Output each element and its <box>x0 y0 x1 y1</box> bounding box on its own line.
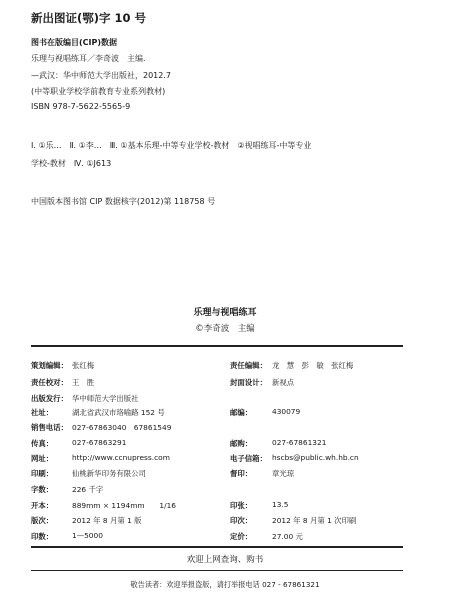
cip-isbn: ISBN 978-7-5622-5565-9 <box>31 102 131 111</box>
cip-line-title: 乐理与视唱练耳／李奇波 主编. <box>31 54 146 63</box>
license-number: 新出图证(鄂)字 10 号 <box>31 11 147 25</box>
info-left-value: 王 胜 <box>72 378 95 387</box>
cip-heading: 图书在版编目(CIP)数据 <box>31 38 118 47</box>
info-left-label: 传真： <box>31 439 54 448</box>
info-left-value: 1—5000 <box>72 531 103 540</box>
info-right-value: 13.5 <box>272 500 289 509</box>
info-right-label: 电子信箱： <box>230 454 267 463</box>
cip-line-publisher: —武汉：华中师范大学出版社，2012.7 <box>31 71 171 80</box>
info-right-value: 章光琼 <box>272 469 295 478</box>
info-left-value: http://www.ccnupress.com <box>72 453 170 462</box>
info-left-label: 出版发行： <box>31 394 68 403</box>
info-top-rule <box>31 345 403 347</box>
info-left-value: 张红梅 <box>72 361 95 370</box>
info-right-value: hscbs@public.wh.hb.cn <box>272 453 359 462</box>
info-left-label: 策划编辑： <box>31 361 68 370</box>
info-left-label: 印数： <box>31 532 54 541</box>
cip-subject-line-1: Ⅰ. ①乐… Ⅱ. ①李… Ⅲ. ①基本乐理-中等专业学校-教材 ②视唱练耳-中等专业 <box>31 141 312 150</box>
info-right-label: 责任编辑： <box>230 361 267 370</box>
info-right-label: 邮购： <box>230 439 253 448</box>
info-left-value: 889mm × 1194mm 1/16 <box>72 501 176 510</box>
info-left-value: 226 千字 <box>72 485 104 494</box>
info-left-label: 字数： <box>31 485 54 494</box>
info-right-value: 龙 慧 彭 敏 张红梅 <box>272 361 354 370</box>
info-right-label: 定价： <box>230 532 253 541</box>
info-left-label: 开本： <box>31 501 54 510</box>
info-right-value: 27.00 元 <box>272 532 303 541</box>
cip-library-note: 中国版本图书馆 CIP 数据核字(2012)第 118758 号 <box>31 197 216 206</box>
info-right-value: 430079 <box>272 407 301 416</box>
info-left-value: 027-67863291 <box>72 438 127 447</box>
cip-line-series: (中等职业学校学前教育专业系列教材) <box>31 87 166 96</box>
book-editor: ©李奇波 主编 <box>195 324 255 334</box>
info-left-value: 华中师范大学出版社 <box>72 394 139 403</box>
info-left-label: 销售电话： <box>31 423 68 432</box>
online-purchase-note: 欢迎上网查询、购书 <box>186 555 264 565</box>
info-left-label: 责任校对： <box>31 378 68 387</box>
info-right-value: 027-67861321 <box>272 438 327 447</box>
info-left-value: 湖北省武汉市珞喻路 152 号 <box>72 408 165 417</box>
info-right-label: 印张： <box>230 501 253 510</box>
info-right-label: 印次： <box>230 516 253 525</box>
info-right-value: 2012 年 8 月第 1 次印刷 <box>272 516 357 525</box>
info-right-label: 封面设计： <box>230 378 267 387</box>
info-left-label: 网址： <box>31 454 54 463</box>
info-left-label: 印刷： <box>31 469 54 478</box>
info-left-value: 仙桃新华印务有限公司 <box>72 469 146 478</box>
info-right-label: 督印： <box>230 469 253 478</box>
info-right-label: 邮编： <box>230 408 253 417</box>
info-right-value: 新视点 <box>272 378 295 387</box>
cip-subject-line-2: 学校-教材 Ⅳ. ①J613 <box>31 159 112 168</box>
info-bottom-rule <box>31 546 403 548</box>
info-left-value: 2012 年 8 月第 1 版 <box>72 516 142 525</box>
piracy-notice: 敬告读者：欢迎举报盗版，请打举报电话 027 - 67861321 <box>130 580 320 589</box>
info-left-label: 版次： <box>31 516 54 525</box>
footer-rule <box>31 570 403 571</box>
info-left-label: 社址： <box>31 408 54 417</box>
info-left-value: 027-67863040 67861549 <box>72 423 172 432</box>
book-title: 乐理与视唱练耳 <box>193 308 257 318</box>
